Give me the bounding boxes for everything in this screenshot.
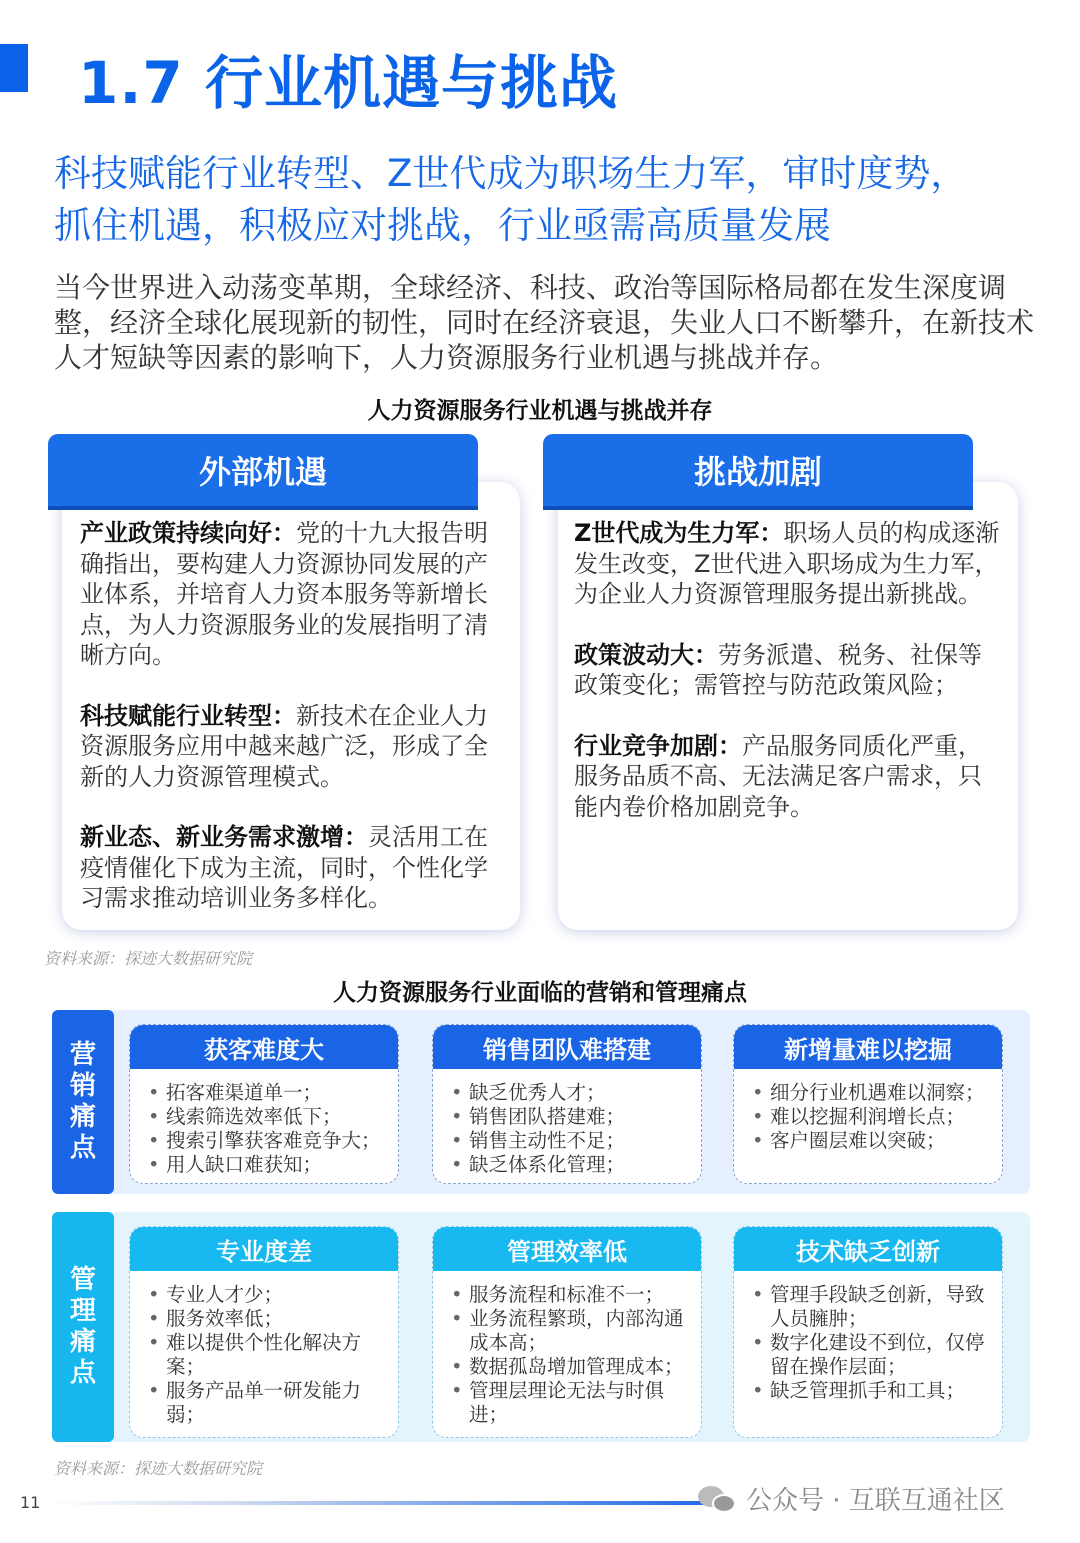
list-item: • 销售主动性不足； — [447, 1129, 693, 1153]
list-item: • 服务产品单一研发能力弱； — [144, 1379, 390, 1427]
source-note-1: 资料来源：探迹大数据研究院 — [44, 949, 253, 968]
subtitle — [54, 148, 1054, 252]
list-item: • 专业人才少； — [144, 1283, 390, 1307]
pain-box-heading: 新增量难以挖掘 — [734, 1025, 1002, 1069]
list-item: • 细分行业机遇难以洞察； — [748, 1081, 994, 1105]
list-item: • 管理层理论无法与时俱进； — [447, 1379, 693, 1427]
marketing-pain-panel — [52, 1010, 1030, 1194]
list-item: • 服务流程和标准不一； — [447, 1283, 693, 1307]
opportunities-heading: 外部机遇 — [48, 434, 478, 506]
list-item: • 用人缺口难获知； — [144, 1153, 390, 1177]
pain-list — [447, 1283, 693, 1427]
list-item: • 管理手段缺乏创新，导致人员臃肿； — [748, 1283, 994, 1331]
list-item: • 缺乏管理抓手和工具； — [748, 1379, 994, 1403]
list-item: • 拓客难渠道单一； — [144, 1081, 390, 1105]
list-item: • 数字化建设不到位，仅停留在操作层面； — [748, 1331, 994, 1379]
section-title-opportunities-challenges: 人力资源服务行业机遇与挑战并存 — [367, 398, 713, 424]
subtitle-line-1: 科技赋能行业转型、Z世代成为职场生力军，审时度势， — [54, 152, 968, 195]
management-pain-label: 管 理 痛 点 — [52, 1212, 114, 1442]
pain-list — [144, 1081, 390, 1177]
opportunity-item: 新业态、新业务需求激增：灵活用工在疫情催化下成为主流，同时，个性化学习需求推动培训业务多样化。 — [80, 823, 488, 912]
watermark-text: 公众号 · 互联互通社区 — [746, 1486, 1005, 1516]
page-title: 1.7 行业机遇与挑战 — [78, 49, 618, 117]
pain-box-sales-team — [432, 1024, 702, 1184]
list-item: • 服务效率低； — [144, 1307, 390, 1331]
pain-box-professionalism — [129, 1226, 399, 1438]
opportunities-list — [80, 518, 500, 944]
list-item: • 难以挖掘利润增长点； — [748, 1105, 994, 1129]
list-item: • 搜索引擎获客难竞争大； — [144, 1129, 390, 1153]
pain-box-tech-innovation — [733, 1226, 1003, 1438]
watermark — [698, 1480, 1005, 1517]
management-pain-panel — [52, 1212, 1030, 1442]
list-item: • 业务流程繁琐，内部沟通成本高； — [447, 1307, 693, 1355]
pain-list — [144, 1283, 390, 1427]
challenges-list — [574, 518, 1004, 852]
opportunity-item: 科技赋能行业转型：新技术在企业人力资源服务应用中越来越广泛，形成了全新的人力资源管理模式。 — [80, 701, 488, 791]
footer-divider — [50, 1501, 730, 1505]
pain-box-customer-acquisition — [129, 1024, 399, 1184]
title-accent-bar — [0, 44, 28, 92]
challenge-item: 政策波动大：劳务派遣、税务、社保等政策变化；需管控与防范政策风险； — [574, 640, 982, 699]
pain-list — [447, 1081, 693, 1177]
subtitle-line-2: 抓住机遇，积极应对挑战，行业亟需高质量发展 — [54, 204, 831, 247]
list-item: • 缺乏体系化管理； — [447, 1153, 693, 1177]
pain-box-new-growth — [733, 1024, 1003, 1184]
list-item: • 线索筛选效率低下； — [144, 1105, 390, 1129]
list-item: • 缺乏优秀人才； — [447, 1081, 693, 1105]
pain-box-heading: 管理效率低 — [433, 1227, 701, 1271]
list-item: • 数据孤岛增加管理成本； — [447, 1355, 693, 1379]
pain-list — [748, 1283, 994, 1403]
pain-list — [748, 1081, 994, 1153]
pain-box-heading: 获客难度大 — [130, 1025, 398, 1069]
section-title-pain-points: 人力资源服务行业面临的营销和管理痛点 — [333, 980, 747, 1006]
list-item: • 难以提供个性化解决方案； — [144, 1331, 390, 1379]
intro-paragraph: 当今世界进入动荡变革期，全球经济、科技、政治等国际格局都在发生深度调整，经济全球化展现新的韧性，同时在经济衰退，失业人口不断攀升，在新技术人才短缺等因素的影响下，人力资源服务行业机遇与挑战并存。 — [54, 271, 1035, 374]
challenges-heading: 挑战加剧 — [543, 434, 973, 506]
opportunity-item: 产业政策持续向好：党的十九大报告明确指出，要构建人力资源协同发展的产业体系，并培育人力资本服务等新增长点，为人力资源服务业的发展指明了清晰方向。 — [80, 519, 488, 669]
challenge-item: 行业竞争加剧：产品服务同质化严重，服务品质不高、无法满足客户需求，只能内卷价格加剧竞争。 — [574, 731, 982, 821]
pain-box-heading: 技术缺乏创新 — [734, 1227, 1002, 1271]
page-number: 11 — [20, 1493, 41, 1512]
pain-box-heading: 专业度差 — [130, 1227, 398, 1271]
list-item: • 客户圈层难以突破； — [748, 1129, 994, 1153]
wechat-icon — [698, 1484, 738, 1514]
source-note-2: 资料来源：探迹大数据研究院 — [54, 1459, 263, 1478]
list-item: • 销售团队搭建难； — [447, 1105, 693, 1129]
marketing-pain-label: 营 销 痛 点 — [52, 1010, 114, 1194]
pain-box-heading: 销售团队难搭建 — [433, 1025, 701, 1069]
challenge-item: Z世代成为生力军：职场人员的构成逐渐发生改变，Z世代进入职场成为生力军，为企业人力资源管理服务提出新挑战。 — [574, 519, 1000, 608]
pain-box-management-efficiency — [432, 1226, 702, 1438]
